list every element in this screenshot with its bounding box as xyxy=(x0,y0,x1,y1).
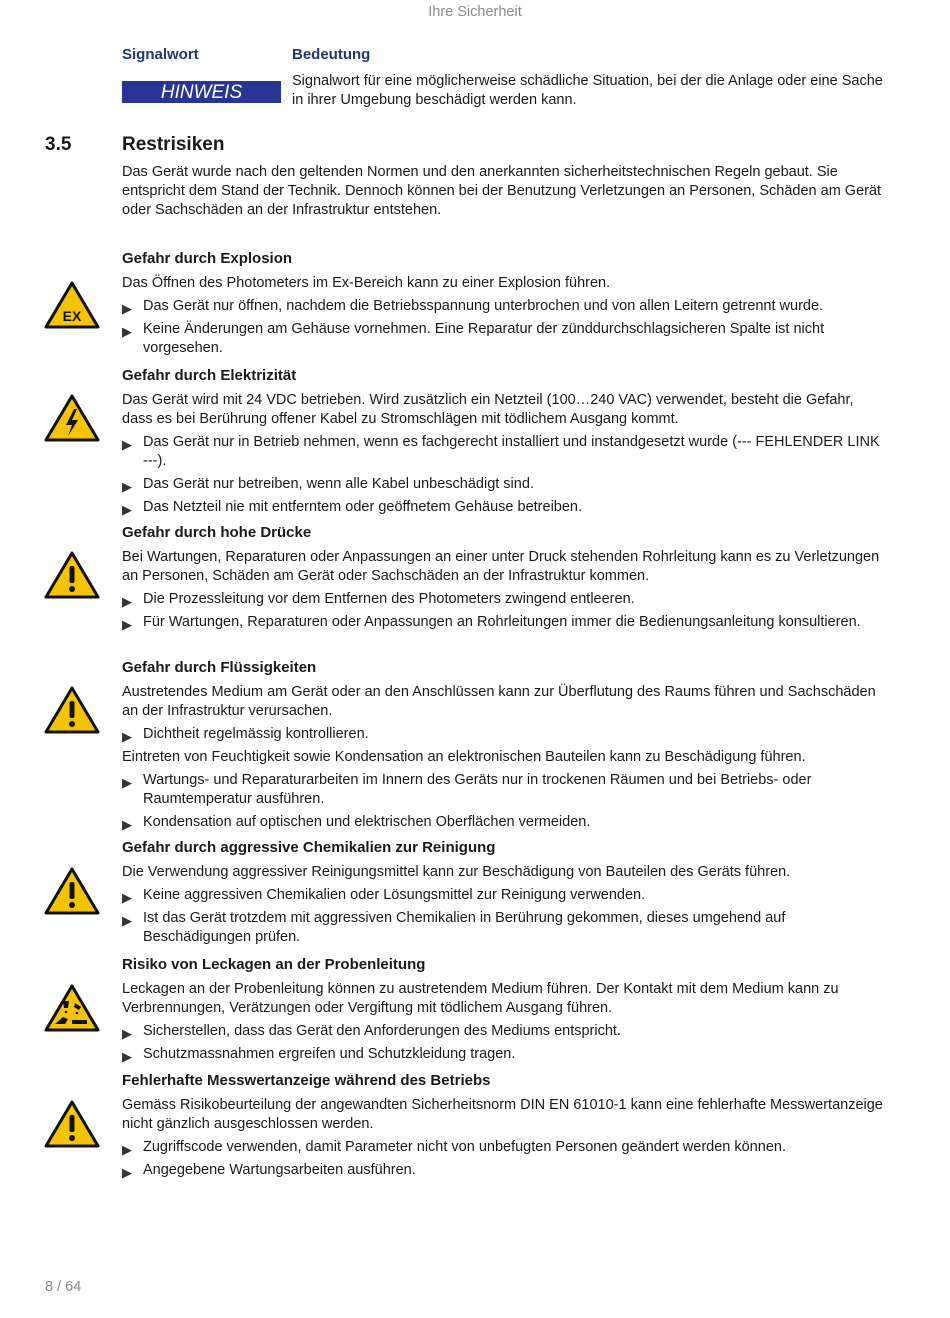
list-item: ▶ Zugriffscode verwenden, damit Parameter nicht von unbefugten Personen geändert werden können. xyxy=(122,1139,786,1157)
general-warning-icon xyxy=(44,550,100,600)
hazard-title: Risiko von Leckagen an der Probenleitung xyxy=(122,956,426,973)
list-item: ▶ Die Prozessleitung vor dem Entfernen des Photometers zwingend entleeren. xyxy=(122,591,635,609)
list-item: ▶ Keine aggressiven Chemikalien oder Lösungsmittel zur Reinigung verwenden. xyxy=(122,887,646,905)
electric-warning-icon xyxy=(44,393,100,443)
ex-label: EX xyxy=(62,308,82,324)
bullet-arrow-icon: ▶ xyxy=(122,437,132,452)
bullet-arrow-icon: ▶ xyxy=(122,1165,132,1180)
bullet-arrow-icon: ▶ xyxy=(122,594,132,609)
hazard-text: Das Öffnen des Photometers im Ex-Bereich kann zu einer Explosion führen. xyxy=(122,275,611,291)
hazard-title: Fehlerhafte Messwertanzeige während des Betriebs xyxy=(122,1072,491,1089)
list-item: ▶ Für Wartungen, Reparaturen oder Anpassungen an Rohrleitungen immer die Bedienungsanleitung konsultieren. xyxy=(122,614,861,632)
hinweis-badge: HINWEIS xyxy=(122,79,281,103)
list-item: ▶ Wartungs- und Reparaturarbeiten im Innern des Geräts nur in trockenen Räumen und bei Betriebs- oder Raumtemperatur ausführen. xyxy=(122,772,812,807)
hazard-title: Gefahr durch Explosion xyxy=(122,250,293,267)
hazard-title: Gefahr durch aggressive Chemikalien zur Reinigung xyxy=(122,839,496,856)
bullet-arrow-icon: ▶ xyxy=(122,502,132,517)
hazard-leakage xyxy=(122,955,887,1068)
list-item: ▶ Angegebene Wartungsarbeiten ausführen. xyxy=(122,1162,416,1180)
hazard-title: Gefahr durch Flüssigkeiten xyxy=(122,659,317,676)
bullet-arrow-icon: ▶ xyxy=(122,890,132,905)
bullet-arrow-icon: ▶ xyxy=(122,1142,132,1157)
general-warning-icon xyxy=(44,1099,100,1149)
general-warning-icon xyxy=(44,866,100,916)
list-item: ▶ Dichtheit regelmässig kontrollieren. xyxy=(122,726,369,744)
hazard-measurement-display xyxy=(122,1071,887,1184)
section-title: Restrisiken xyxy=(122,134,225,155)
section-number: 3.5 xyxy=(45,134,72,155)
bullet-arrow-icon: ▶ xyxy=(122,324,132,339)
list-item: ▶ Keine Änderungen am Gehäuse vornehmen. Eine Reparatur der zünddurchschlagsicheren Spalte ist nicht vorgesehen. xyxy=(122,321,825,356)
hazard-text: Das Gerät wird mit 24 VDC betrieben. Wird zusätzlich ein Netzteil (100…240 VAC) verwendet, besteht die Gefahr, dass es bei Berührung offener Kabel zu Stromschlägen mit tödlichem Ausgang kommt. xyxy=(122,392,854,427)
hazard-text: Gemäss Risikobeurteilung der angewandten Sicherheitsnorm DIN EN 61010-1 kann eine fehlerhafte Messwertanzeige nicht gänzlich ausgeschlossen werden. xyxy=(122,1097,883,1132)
hazard-text: Austretendes Medium am Gerät oder an den Anschlüssen kann zur Überflutung des Raums führen und Sachschäden an der Infrastruktur verursachen. xyxy=(122,684,876,719)
list-item: ▶ Das Gerät nur betreiben, wenn alle Kabel unbeschädigt sind. xyxy=(122,476,534,494)
bullet-arrow-icon: ▶ xyxy=(122,913,132,928)
list-item: ▶ Ist das Gerät trotzdem mit aggressiven Chemikalien in Berührung gekommen, dieses umgehend auf Beschädigungen prüfen. xyxy=(122,910,786,945)
bullet-arrow-icon: ▶ xyxy=(122,775,132,790)
hazard-liquids xyxy=(122,658,887,836)
hazard-text: Die Verwendung aggressiver Reinigungsmittel kann zur Beschädigung von Bauteilen des Geräts führen. xyxy=(122,864,791,880)
hazard-pressure xyxy=(122,523,887,636)
signalwort-column-header: Signalwort xyxy=(122,46,199,63)
bedeutung-column-header: Bedeutung xyxy=(292,46,371,63)
bullet-arrow-icon: ▶ xyxy=(122,479,132,494)
general-warning-icon xyxy=(44,685,100,735)
bullet-arrow-icon: ▶ xyxy=(122,301,132,316)
hazard-chemicals xyxy=(122,838,887,951)
section-intro: Das Gerät wurde nach den geltenden Normen und den anerkannten sicherheitstechnischen Regeln gebaut. Sie entspricht dem Stand der Technik. Dennoch können bei der Benutzung Verletzungen an Personen, Schäden am Gerät oder Sachschäden an der Infrastruktur entstehen. xyxy=(122,164,882,218)
list-item: ▶ Das Netzteil nie mit entferntem oder geöffnetem Gehäuse betreiben. xyxy=(122,499,583,517)
list-item: ▶ Sicherstellen, dass das Gerät den Anforderungen des Mediums entspricht. xyxy=(122,1023,621,1041)
hazard-text: Leckagen an der Probenleitung können zu austretendem Medium führen. Der Kontakt mit dem Medium kann zu Verbrennungen, Verätzungen oder Vergiftung mit tödlichem Ausgang führen. xyxy=(122,981,839,1016)
hazard-electricity xyxy=(122,366,887,521)
bullet-arrow-icon: ▶ xyxy=(122,617,132,632)
running-header: Ihre Sicherheit xyxy=(428,4,522,20)
corrosive-warning-icon xyxy=(44,983,100,1033)
bullet-arrow-icon: ▶ xyxy=(122,729,132,744)
bullet-arrow-icon: ▶ xyxy=(122,1026,132,1041)
hazard-explosion xyxy=(122,249,887,362)
hazard-text: Bei Wartungen, Reparaturen oder Anpassungen an einer unter Druck stehenden Rohrleitung kann es zu Verletzungen an Personen, Schäden am Gerät oder Sachschäden an der Infrastruktur kommen. xyxy=(122,549,880,584)
list-item: ▶ Schutzmassnahmen ergreifen und Schutzkleidung tragen. xyxy=(122,1046,516,1064)
list-item: ▶ Das Gerät nur öffnen, nachdem die Betriebsspannung unterbrochen und von allen Leitern getrennt wurde. xyxy=(122,298,824,316)
hazard-title: Gefahr durch hohe Drücke xyxy=(122,524,312,541)
bullet-arrow-icon: ▶ xyxy=(122,817,132,832)
page-number: 8 / 64 xyxy=(45,1279,82,1295)
hazard-title: Gefahr durch Elektrizität xyxy=(122,367,297,384)
list-item: ▶ Das Gerät nur in Betrieb nehmen, wenn es fachgerecht installiert und instandgesetzt wurde (--- FEHLENDER LINK ---). xyxy=(122,434,880,469)
signal-description: Signalwort für eine möglicherweise schädliche Situation, bei der die Anlage oder eine Sache in ihrer Umgebung beschädigt werden kann. xyxy=(292,73,883,108)
list-item: ▶ Kondensation auf optischen und elektrischen Oberflächen vermeiden. xyxy=(122,814,591,832)
ex-warning-icon xyxy=(44,280,100,330)
hazard-text: Eintreten von Feuchtigkeit sowie Kondensation an elektronischen Bauteilen kann zu Beschädigung führen. xyxy=(122,749,806,765)
bullet-arrow-icon: ▶ xyxy=(122,1049,132,1064)
